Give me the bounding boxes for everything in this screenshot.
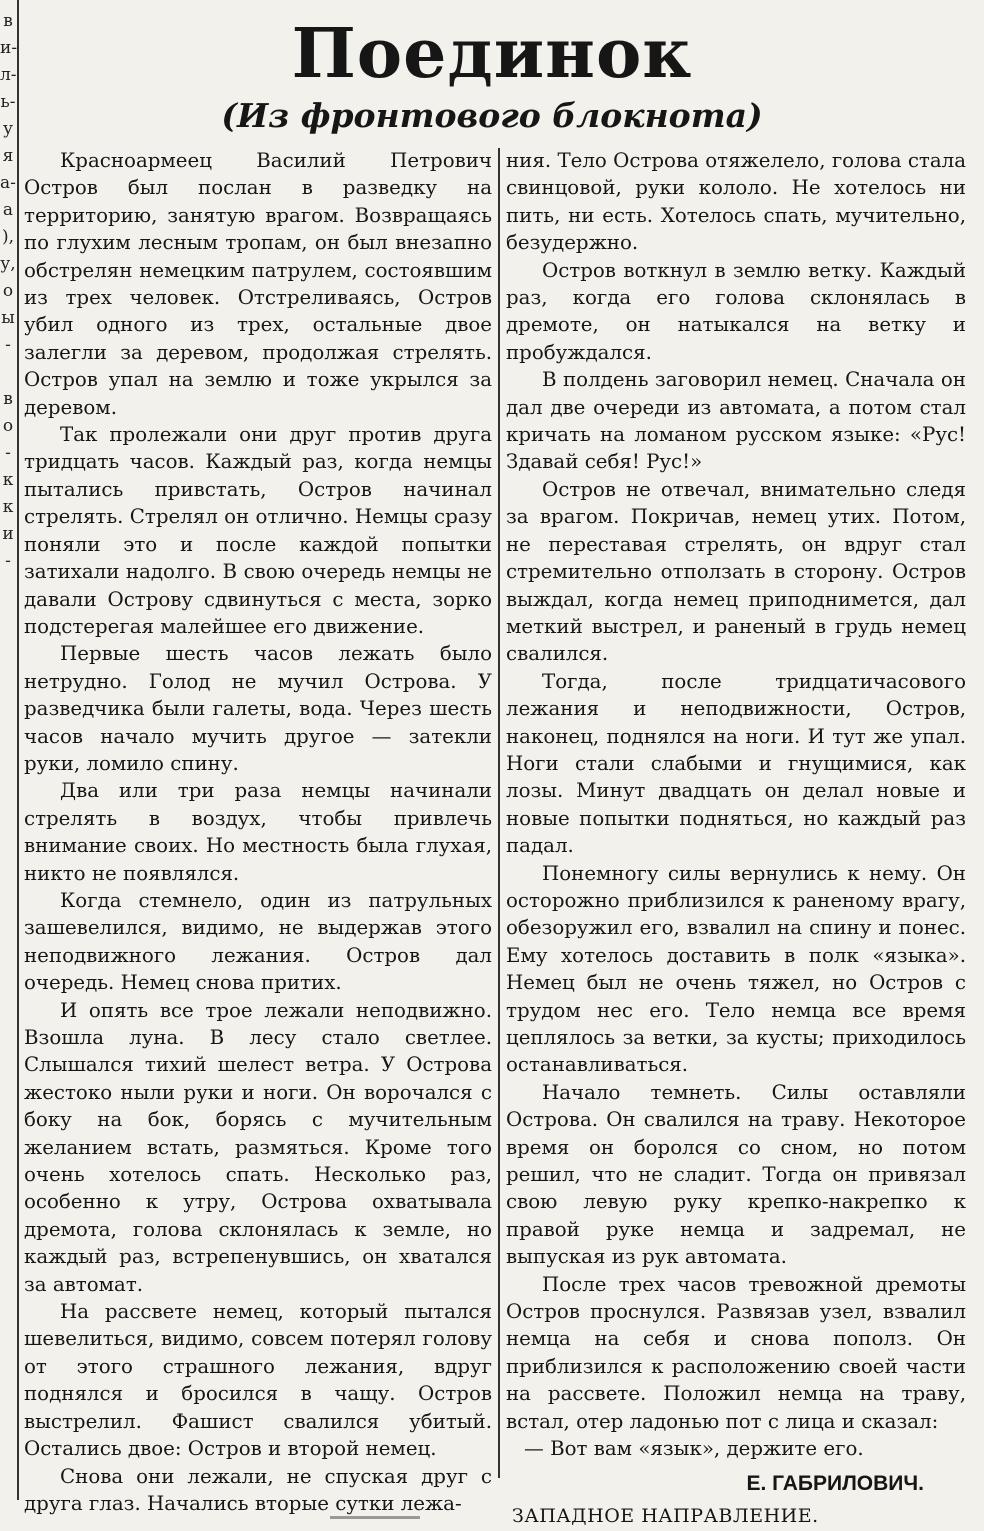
paragraph: В полдень заговорил немец. Сначала он дал две очереди из автомата, а потом стал кричать на ломаном русском языке: «Рус! Здавай себя! Рус!» bbox=[506, 368, 966, 474]
author-byline: Е. ГАБРИЛОВИЧ. bbox=[746, 1471, 924, 1495]
edge-letter: о bbox=[2, 281, 14, 301]
edge-letter bbox=[0, 359, 16, 386]
edge-letter: я bbox=[2, 146, 14, 166]
edge-letter: а- bbox=[0, 173, 16, 193]
paragraph: Снова они лежали, не спуская друг с друга глаз. Начались вторые сутки лежа- bbox=[24, 1464, 492, 1515]
article-subtitle: (Из фронтового блокнота) bbox=[221, 96, 763, 135]
page-bottom-rule bbox=[330, 1516, 420, 1519]
paragraph: Когда стемнело, один из патрульных зашевелился, видимо, не выдержав этого неподвижного лежания. Остров дал очередь. Немец снова притих. bbox=[24, 888, 492, 995]
paragraph: Тогда, после тридцатичасового лежания и неподвижности, Остров, наконец, поднялся на ноги. И тут же упал. Ноги стали слабыми и гнущимися, как лозы. Минут двадцать он делал новые и новые попытки подняться, но каждый раз падал. bbox=[506, 669, 966, 858]
dateline: ЗАПАДНОЕ НАПРАВЛЕНИЕ. bbox=[512, 1504, 819, 1527]
article-column-left bbox=[24, 147, 492, 1517]
edge-letter: - bbox=[5, 443, 11, 463]
paragraph: Понемногу силы вернулись к нему. Он осторожно приблизился к раненому врагу, обезоружил его, взвалил на спину и понес. Ему хотелось доставить в полк «языка». Немец был не очень тяжел, но Остров с трудом нес его. Тело немца все время цеплялось за ветки, за кусты; приходилось останавливаться. bbox=[506, 861, 966, 1077]
edge-letter: у, bbox=[0, 254, 16, 274]
paragraph: Остров воткнул в землю ветку. Каждый раз, когда его голова склонялась в дремоте, он натыкался на ветку и пробуждался. bbox=[506, 258, 966, 364]
edge-letter: - bbox=[5, 551, 11, 571]
column-divider bbox=[498, 148, 500, 1478]
edge-letter: в bbox=[3, 389, 13, 409]
paragraph: ния. Тело Острова отяжелело, голова стала свинцовой, руки кололо. Не хотелось ни пить, ни есть. Хотелось спать, мучительно, безудержно. bbox=[506, 149, 966, 255]
edge-letter: и- bbox=[0, 38, 18, 58]
paragraph: Два или три раза немцы начинали стрелять в воздух, чтобы привлечь внимание своих. Но местность была глухая, никто не появлялся. bbox=[24, 779, 492, 885]
article-title: Поединок bbox=[291, 14, 693, 94]
edge-letter: ы bbox=[1, 308, 15, 328]
paragraph: Красноармеец Василий Петрович Остров был послан в разведку на территорию, занятую врагом. Возвращаясь по глухим лесным тропам, он был внезапно обстрелян немецким патрулем, состоявшим из трех человек. Отстреливаясь, Остров убил одного из трех, остальные двое залегли за деревом, продолжая стрелять. Остров упал на землю и тоже укрылся за деревом. bbox=[24, 149, 492, 419]
edge-letter: к bbox=[2, 497, 14, 517]
paragraph: Так пролежали они друг против друга тридцать часов. Каждый раз, когда немцы пытались привстать, Остров начинал стрелять. Стрелял он отлично. Немцы сразу поняли это и после каждой попытки затихали надолго. В свою очередь немцы не давали Острову сдвинуться с места, зорко подстерегая малейшее его движение. bbox=[24, 423, 492, 638]
edge-letter: и bbox=[2, 524, 14, 544]
edge-letter: к bbox=[2, 470, 14, 490]
adjacent-column-fragment bbox=[0, 0, 16, 1498]
article-column-right bbox=[506, 147, 966, 1531]
paragraph: Остров не отвечал, внимательно следя за врагом. Покричав, немец утих. Потом, не переставая стрелять, он вдруг стал стремительно отползать в сторону. Остров выждал, когда немец приподнимется, дал меткий выстрел, и раненый в грудь немец свалился. bbox=[506, 477, 966, 666]
edge-letter: л- bbox=[0, 65, 17, 85]
paragraph: После трех часов тревожной дремоты Остров проснулся. Развязав узел, взвалил немца на себя и снова пополз. Он приблизился к расположению своей части на рассвете. Положил немца на траву, встал, отер ладонью пот с лица и сказал: bbox=[506, 1272, 966, 1433]
edge-letter: ь- bbox=[0, 92, 16, 112]
edge-letter: а bbox=[2, 200, 14, 220]
paragraph: — Вот вам «язык», держите его. bbox=[524, 1437, 864, 1461]
paragraph: Первые шесть часов лежать было нетрудно. Голод не мучил Острова. У разведчика были галеты, вода. Через шесть часов начало мучить другое — затекли руки, ломило спину. bbox=[24, 642, 492, 775]
edge-letter: в bbox=[3, 11, 13, 31]
edge-letter: у bbox=[2, 119, 13, 139]
paragraph: На рассвете немец, который пытался шевелиться, видимо, совсем потерял голову от этого страшного лежания, вдруг поднялся и бросился в чащу. Остров выстрелил. Фашист свалился убитый. Остались двое: Остров и второй немец. bbox=[24, 1300, 492, 1461]
edge-letter: ), bbox=[1, 227, 15, 247]
edge-letter: - bbox=[5, 335, 11, 355]
paragraph: И опять все трое лежали неподвижно. Взошла луна. В лесу стало светлее. Слышался тихий шелест ветра. У Острова жестоко ныли руки и ноги. Он ворочался с боку на бок, борясь с мучительным желанием встать, размяться. Кроме того очень хотелось спать. Несколько раз, особенно к утру, Острова охватывала дремота, голова склонялась к земле, но каждый раз, встрепенувшись, он хватался за автомат. bbox=[24, 998, 492, 1296]
paragraph: Начало темнеть. Силы оставляли Острова. Он свалился на траву. Некоторое время он боролся со сном, но потом решил, что не сладит. Тогда он привязал свою левую руку крепко-накрепко к правой руке немца и задремал, не выпуская из рук автомата. bbox=[506, 1080, 966, 1269]
edge-letter: о bbox=[2, 416, 14, 436]
column-divider bbox=[17, 0, 19, 1500]
